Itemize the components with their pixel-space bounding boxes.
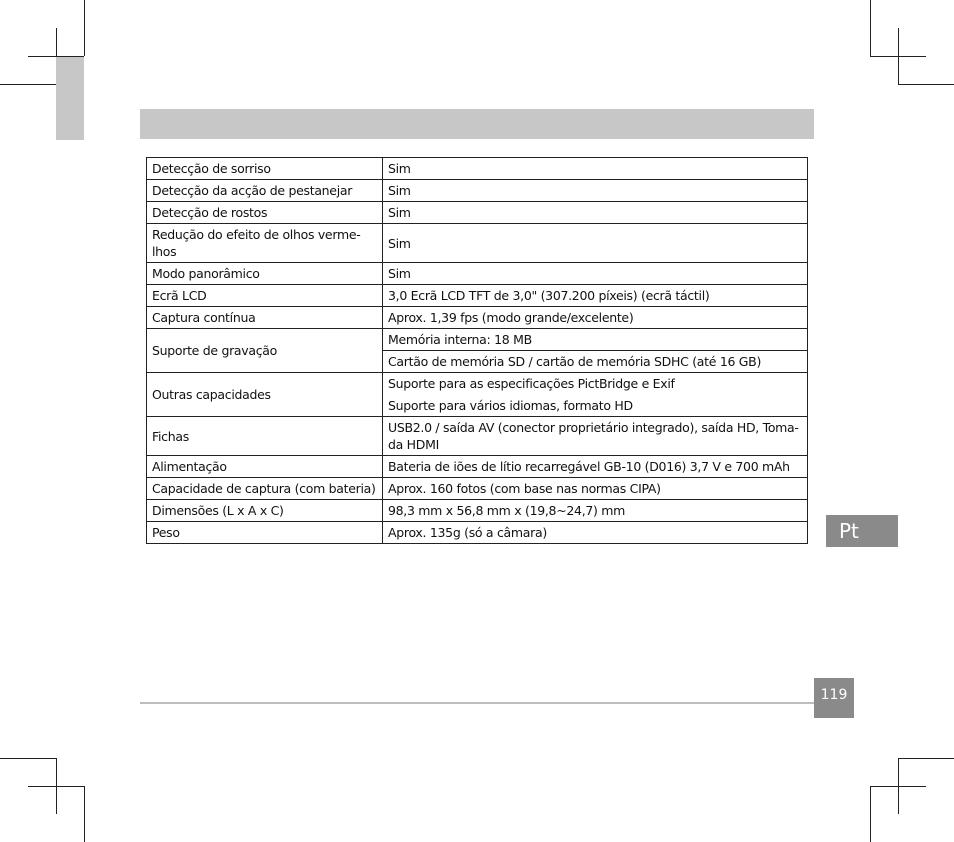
spec-value: Sim	[383, 224, 808, 263]
section-header-bar	[140, 109, 814, 139]
spec-value: Cartão de memória SD / cartão de memória SDHC (até 16 GB)	[383, 351, 808, 373]
spec-label: Capacidade de captura (com bateria)	[147, 478, 383, 500]
footer-divider	[140, 702, 814, 704]
spec-label: Detecção de rostos	[147, 202, 383, 224]
table-row	[147, 263, 808, 285]
spec-value: Aprox. 160 fotos (com base nas normas CIPA)	[383, 478, 808, 500]
table-row	[147, 307, 808, 329]
table-row	[147, 500, 808, 522]
spec-value-line: Suporte para vários idiomas, formato HD	[388, 398, 633, 413]
spec-value: Aprox. 135g (só a câmara)	[383, 522, 808, 544]
table-row	[147, 373, 808, 417]
spec-value: Aprox. 1,39 fps (modo grande/excelente)	[383, 307, 808, 329]
spec-label: Peso	[147, 522, 383, 544]
language-tab: Pt	[826, 515, 898, 547]
spec-value: Sim	[383, 202, 808, 224]
crop-mark	[0, 758, 56, 759]
spec-label: Outras capacidades	[147, 373, 383, 417]
spec-label: Modo panorâmico	[147, 263, 383, 285]
spec-value	[383, 373, 808, 417]
table-row	[147, 158, 808, 180]
table-row	[147, 202, 808, 224]
table-row	[147, 456, 808, 478]
spec-label: Fichas	[147, 417, 383, 456]
crop-mark	[84, 786, 85, 842]
spec-label: Alimentação	[147, 456, 383, 478]
spec-value: Memória interna: 18 MB	[383, 329, 808, 351]
spec-value: Sim	[383, 263, 808, 285]
crop-mark	[84, 0, 85, 56]
table-row	[147, 478, 808, 500]
table-row	[147, 522, 808, 544]
crop-mark	[870, 786, 871, 842]
page-number: 119	[814, 678, 854, 718]
table-row	[147, 224, 808, 263]
spec-value: Sim	[383, 158, 808, 180]
table-row	[147, 329, 808, 351]
spec-value: USB2.0 / saída AV (conector proprietário integrado), saída HD, Toma-da HDMI	[383, 417, 808, 456]
side-tab-block	[56, 57, 84, 140]
crop-mark	[898, 84, 954, 85]
crop-mark	[0, 84, 56, 85]
spec-value: Sim	[383, 180, 808, 202]
table-row	[147, 285, 808, 307]
table-row	[147, 180, 808, 202]
spec-value: 3,0 Ecrã LCD TFT de 3,0" (307.200 píxeis) (ecrã táctil)	[383, 285, 808, 307]
crop-mark	[870, 56, 926, 57]
spec-value: 98,3 mm x 56,8 mm x (19,8~24,7) mm	[383, 500, 808, 522]
crop-mark	[870, 786, 926, 787]
spec-value: Bateria de iões de lítio recarregável GB-10 (D016) 3,7 V e 700 mAh	[383, 456, 808, 478]
crop-mark	[898, 758, 954, 759]
spec-label: Suporte de gravação	[147, 329, 383, 373]
spec-label: Dimensões (L x A x C)	[147, 500, 383, 522]
spec-table	[146, 157, 808, 544]
spec-label: Redução do efeito de olhos verme-lhos	[147, 224, 383, 263]
crop-mark	[870, 0, 871, 56]
spec-label: Detecção de sorriso	[147, 158, 383, 180]
spec-label: Detecção da acção de pestanejar	[147, 180, 383, 202]
spec-label: Captura contínua	[147, 307, 383, 329]
crop-mark	[28, 786, 84, 787]
spec-value-line: Suporte para as especificações PictBridge e Exif	[388, 376, 675, 391]
spec-label: Ecrã LCD	[147, 285, 383, 307]
table-row	[147, 417, 808, 456]
